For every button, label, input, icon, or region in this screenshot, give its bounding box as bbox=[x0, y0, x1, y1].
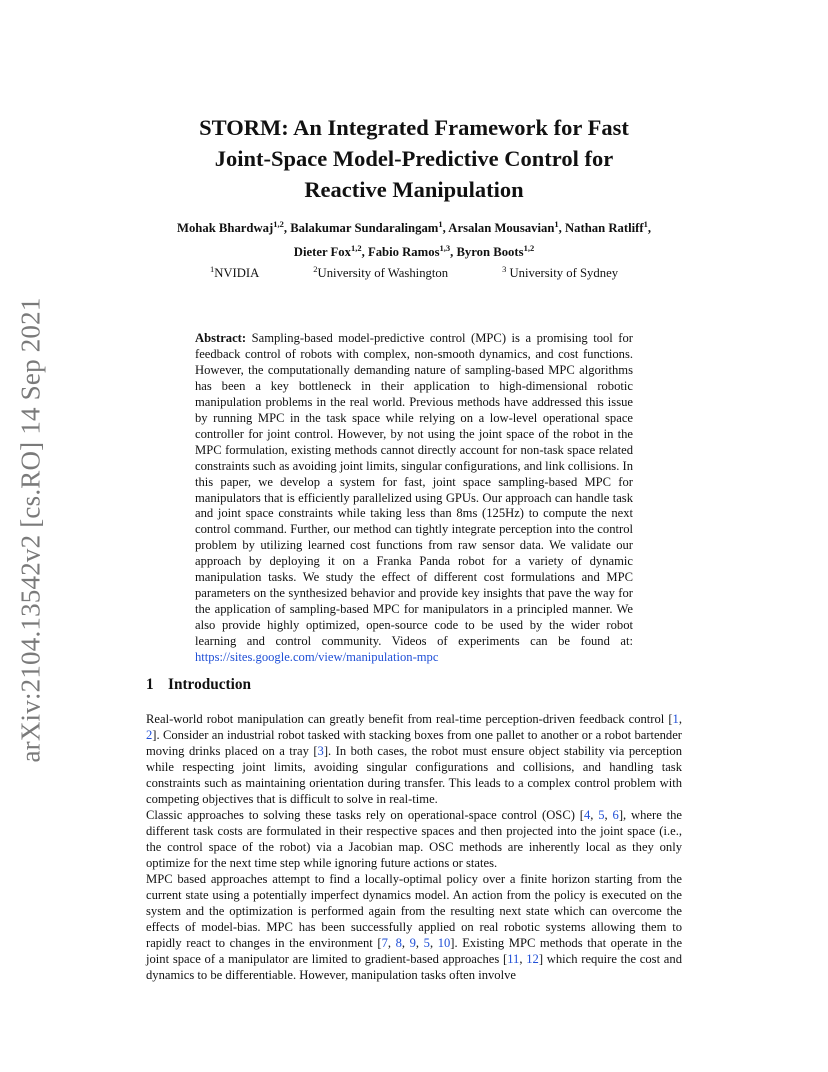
paragraph: Real-world robot manipulation can greatly benefit from real-time perception-driven feedback control [1, 2]. Consider an industrial robot tasked with stacking boxes from one pallet to another or a robot bartender moving drinks placed on a tray [3]. In both cases, the robot must ensure object stability via perception while respecting joint limits, avoiding singular configurations and collisions, and handling task constraints such as maintaining orientation during transfer. This leads to a complex control problem with competing objectives that is difficult to solve in real-time. bbox=[146, 712, 682, 806]
arxiv-stamp-text: arXiv:2104.13542v2 [cs.RO] 14 Sep 2021 bbox=[15, 297, 46, 763]
author-name: Arsalan Mousavian bbox=[448, 221, 555, 236]
author-name: Mohak Bhardwaj bbox=[176, 221, 274, 236]
citation-link[interactable]: 12 bbox=[526, 951, 539, 966]
citation-link[interactable]: 3 bbox=[317, 743, 324, 758]
abstract-label: Abstract: bbox=[195, 331, 247, 345]
author-affiliation-marker: 1,2 bbox=[523, 243, 535, 253]
affiliation bbox=[313, 264, 448, 281]
citation-link[interactable]: 8 bbox=[395, 935, 402, 950]
section-heading bbox=[146, 676, 251, 694]
citation-link[interactable]: 6 bbox=[612, 808, 619, 822]
title-line: Joint-Space Model-Predictive Control for bbox=[214, 146, 614, 171]
affiliation bbox=[502, 264, 618, 281]
paper-title bbox=[100, 112, 728, 205]
affiliations bbox=[60, 264, 768, 281]
citation-link[interactable]: 4 bbox=[583, 808, 591, 822]
author-affiliation-marker: 1,2 bbox=[350, 243, 362, 253]
author-name: Nathan Ratliff bbox=[564, 221, 644, 236]
project-link[interactable]: https://sites.google.com/view/manipulation-mpc bbox=[195, 650, 439, 665]
citation-link[interactable]: 2 bbox=[146, 727, 153, 742]
author-name: Fabio Ramos bbox=[367, 245, 440, 260]
arxiv-stamp bbox=[11, 290, 51, 770]
abstract-text: Sampling-based model-predictive control (MPC) is a promising tool for feedback control of robots with complex, non-smooth dynamics, and cost functions. However, the computationally demanding nature of sampling-based MPC algorithms has been a key bottleneck in their application to high-dimensional robotic manipulation problems in the real world. Previous methods have addressed this issue by running MPC in the task space while relying on a low-level operational space controller for joint control. However, by not using the joint space of the robot in the MPC formulation, existing methods cannot directly account for non-task space related constraints such as avoiding joint limits, singular configurations, and link collisions. In this paper, we develop a system for fast, joint space sampling-based MPC for manipulators that is efficiently parallelized using GPUs. Our approach can handle task and joint space constraints while taking less than 8ms (125Hz) to compute the next control command. Further, our method can tightly integrate perception into the control problem by utilizing learned cost functions from raw sensor data. We validate our approach by deploying it on a Franka Panda robot for a variety of dynamic manipulation tasks. We study the effect of different cost formulations and MPC parameters on the synthesized behavior and provide key insights that pave the way for the application of sampling-based MPC for manipulators in a principled manner. We also provide highly optimized, open-source code to be used by the wider robot learning and control community. Videos of experiments can be found at: bbox=[195, 331, 633, 649]
section-title: Introduction bbox=[168, 676, 252, 693]
authors-line-2 bbox=[60, 243, 768, 260]
author-separator: , bbox=[283, 221, 291, 236]
section-number: 1 bbox=[146, 676, 154, 693]
author-separator: , bbox=[450, 245, 457, 260]
paragraph: Classic approaches to solving these tasks rely on operational-space control (OSC) [4, 5, 6], where the different task costs are formulated in their respective spaces and then projected into the joint space (i.e., the control space of the robot) via a Jacobian map. OSC methods are inherently local as they only optimize for the next time step while ignoring future actions or states. bbox=[146, 808, 683, 870]
title-line: STORM: An Integrated Framework for Fast bbox=[199, 115, 629, 140]
author-separator: , bbox=[442, 221, 449, 236]
citation-link[interactable]: 1 bbox=[672, 712, 679, 726]
affiliation-marker: 1 bbox=[209, 264, 215, 274]
author-name: Byron Boots bbox=[456, 245, 524, 260]
author-separator: , bbox=[361, 245, 368, 260]
affiliation-name: University of Washington bbox=[317, 266, 449, 281]
author-affiliation-marker: 1 bbox=[554, 219, 559, 229]
author-affiliation-marker: 1 bbox=[438, 219, 443, 229]
abstract bbox=[195, 331, 633, 666]
citation-link[interactable]: 11 bbox=[507, 951, 520, 966]
citation-link[interactable]: 5 bbox=[598, 808, 605, 822]
author-affiliation-marker: 1 bbox=[643, 219, 648, 229]
title-line: Reactive Manipulation bbox=[304, 177, 524, 202]
citation-link[interactable]: 9 bbox=[409, 935, 416, 950]
authors-line-1 bbox=[60, 219, 768, 236]
author-affiliation-marker: 1,2 bbox=[273, 219, 284, 229]
citation-link[interactable]: 7 bbox=[381, 935, 388, 950]
author-name: Dieter Fox bbox=[293, 245, 351, 260]
affiliation-marker: 3 bbox=[502, 264, 507, 274]
affiliation bbox=[210, 264, 259, 281]
affiliation-name: NVIDIA bbox=[214, 266, 260, 281]
author-separator: , bbox=[558, 221, 565, 236]
affiliation-marker: 2 bbox=[313, 264, 318, 274]
author-affiliation-marker: 1,3 bbox=[439, 243, 451, 253]
citation-link[interactable]: 10 bbox=[437, 935, 451, 950]
author-name: Balakumar Sundaralingam bbox=[290, 221, 439, 236]
author-separator: , bbox=[647, 221, 651, 236]
affiliation-name: University of Sydney bbox=[506, 266, 619, 281]
citation-link[interactable]: 5 bbox=[423, 935, 430, 950]
paragraph: MPC based approaches attempt to find a locally-optimal policy over a finite horizon starting from the current state using a potentially imperfect dynamics model. An action from the policy is executed on the system and the optimization is performed again from the resulting next state which can overcome the effects of model-bias. MPC has been successfully applied on real robotic systems allowing them to rapidly react to changes in the environment [7, 8, 9, 5, 10]. Existing MPC methods that operate in the joint space of a manipulator are limited to gradient-based approaches [11, 12] which require the cost and dynamics to be differentiable. However, manipulation tasks often involve bbox=[146, 872, 683, 982]
